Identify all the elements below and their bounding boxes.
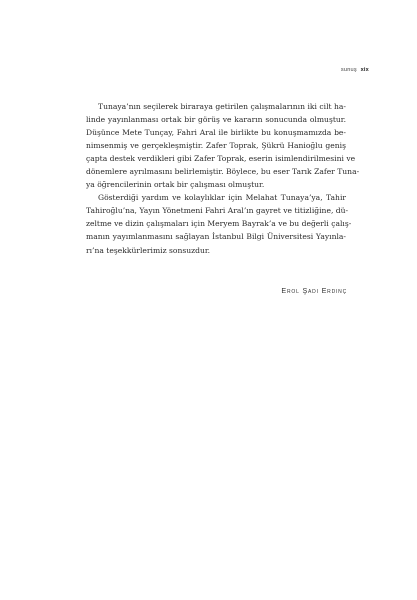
paragraph-1-line: ya öğrencilerinin ortak bir çalışması olmuştur. — [86, 180, 265, 190]
page-number: xix — [360, 67, 369, 73]
paragraph-1-line: linde yayınlanması ortak bir görüş ve kararın sonucunda olmuştur. — [86, 115, 346, 125]
body-text — [86, 100, 360, 257]
running-head-label: sunuş — [340, 67, 357, 73]
paragraph-2-line: Tahiroğlu’na, Yayın Yönetmeni Fahri Aral’ın gayret ve titizliğine, dü- — [86, 206, 349, 216]
author-signature: Erol Şadi Erdinç — [281, 286, 347, 295]
paragraph-1-line: Düşünce Mete Tunçay, Fahri Aral ile birlikte bu konuşmamızda be- — [86, 128, 346, 138]
paragraph-2-line: rı’na teşekkürlerimiz sonsuzdur. — [86, 245, 211, 255]
paragraph-2-line: manın yayımlanmasını sağlayan İstanbul Bilgi Üniversitesi Yayınla- — [86, 232, 346, 242]
paragraph-2-line: zeltme ve dizin çalışmaları için Meryem Bayrak’a ve bu değerli çalış- — [86, 219, 352, 229]
paragraph-1-line: çapta destek verdikleri gibi Zafer Toprak, eserin isimlendirilmesini ve — [86, 154, 356, 164]
paragraph-1-line: Tunaya’nın seçilerek biraraya getirilen çalışmalarının iki cilt ha- — [98, 102, 346, 111]
paragraph-1-line: nimsenmiş ve gerçekleşmiştir. Zafer Toprak, Şükrü Hanioğlu geniş — [86, 141, 346, 151]
running-head — [341, 67, 369, 73]
paragraph-2-line: Gösterdiği yardım ve kolaylıklar için Melahat Tunaya’ya, Tahir — [98, 193, 346, 203]
paragraph-1-line: dönemlere ayrılmasını belirlemiştir. Böylece, bu eser Tarık Zafer Tuna- — [86, 167, 360, 177]
